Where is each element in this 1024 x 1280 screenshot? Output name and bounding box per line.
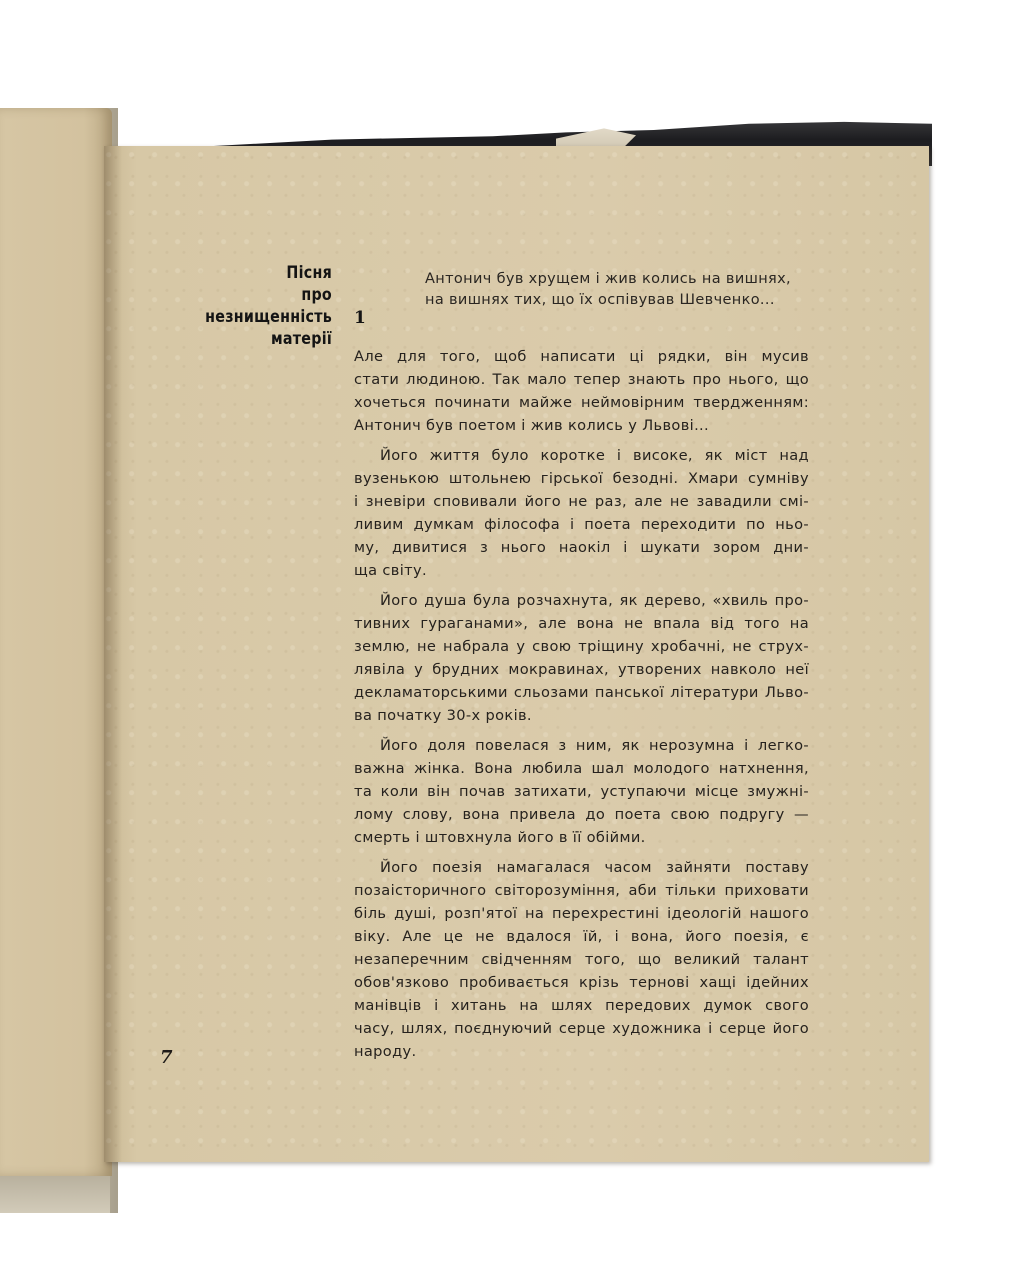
paragraph-line: Антонич був поетом і жив колись у Львові...: [354, 417, 710, 434]
paragraph-line: манівців і хитань на шлях передових думок свого: [354, 997, 809, 1014]
paragraph-line: Його доля повелася з ним, як нерозумна і легко-: [380, 737, 809, 754]
paragraph-line: ливим думкам філософа і поета переходити по ньо-: [354, 516, 809, 533]
paragraph-line: стати людиною. Так мало тепер знають про нього, що: [354, 371, 809, 388]
paragraph-line: лому слову, вона привела до поета свою подругу —: [354, 806, 809, 823]
paragraph-line: і зневіри сповивали його не раз, але не завадили смі-: [354, 493, 809, 510]
chapter-title-line: матерії: [270, 329, 332, 349]
paragraph: [354, 444, 809, 582]
paragraph: [354, 856, 809, 1063]
chapter-title-line: про: [301, 285, 332, 305]
paragraph-line: му, дивитися з нього наокіл і шукати зором дни-: [354, 539, 809, 556]
paragraph-line: народу.: [354, 1043, 417, 1060]
paragraph-line: важна жінка. Вона любила шал молодого натхнення,: [354, 760, 809, 777]
paragraph-line: Його поезія намагалася часом зайняти поставу: [380, 859, 809, 876]
paragraph-line: незаперечним свідченням того, що великий талант: [354, 951, 809, 968]
chapter-title-line: Пісня: [286, 263, 332, 283]
paragraph-line: землю, не набрала у свою тріщину хробачні, не струх-: [354, 638, 809, 655]
paragraph-line: біль душі, розп'ятої на перехрестині ідеологій нашого: [354, 905, 809, 922]
paragraph-line: тивних гураганами», але вона не впала від того на: [354, 615, 809, 632]
chapter-title: [162, 262, 332, 350]
paragraph-line: смерть і штовхнула його в її обійми.: [354, 829, 646, 846]
epigraph: [425, 269, 845, 311]
paragraph-line: Але для того, щоб написати ці рядки, він мусив: [354, 348, 809, 365]
paragraph-line: віку. Але це не вдалося їй, і вона, його поезія, є: [354, 928, 809, 945]
paragraph-line: Його душа була розчахнута, як дерево, «хвиль про-: [380, 592, 809, 609]
body-text: [354, 345, 809, 1070]
epigraph-line: на вишнях тих, що їх оспівував Шевченко...: [425, 292, 775, 308]
paragraph-line: ща світу.: [354, 562, 427, 579]
section-number: 1: [354, 308, 366, 328]
paragraph-line: позаісторичного світорозуміння, аби тільки приховати: [354, 882, 809, 899]
paragraph: [354, 345, 809, 437]
paragraph-line: Його життя було коротке і високе, як міст над: [380, 447, 809, 464]
gutter-shadow: [104, 146, 122, 1162]
paragraph-line: хочеться починати майже неймовірним твердженням:: [354, 394, 809, 411]
paragraph: [354, 734, 809, 849]
chapter-title-line: незнищенність: [205, 307, 332, 327]
paragraph-line: вузенькою штольнею гірської безодні. Хмари сумніву: [354, 470, 809, 487]
paragraph-line: лявіла у брудних мокравинах, утворених навколо неї: [354, 661, 809, 678]
epigraph-line: Антонич був хрущем і жив колись на вишнях,: [425, 271, 791, 287]
paragraph-line: та коли він почав затихати, уступаючи місце змужні-: [354, 783, 809, 800]
paragraph-line: часу, шлях, поєднуючий серце художника і серце його: [354, 1020, 809, 1037]
paragraph-line: обов'язково пробивається крізь тернові хащі ідейних: [354, 974, 809, 991]
left-flyleaf-page: [0, 108, 112, 1176]
paragraph-line: ва початку 30-х років.: [354, 707, 532, 724]
paragraph-line: декламаторськими сльозами панської літератури Льво-: [354, 684, 809, 701]
paragraph: [354, 589, 809, 727]
page-number: 7: [160, 1047, 173, 1068]
